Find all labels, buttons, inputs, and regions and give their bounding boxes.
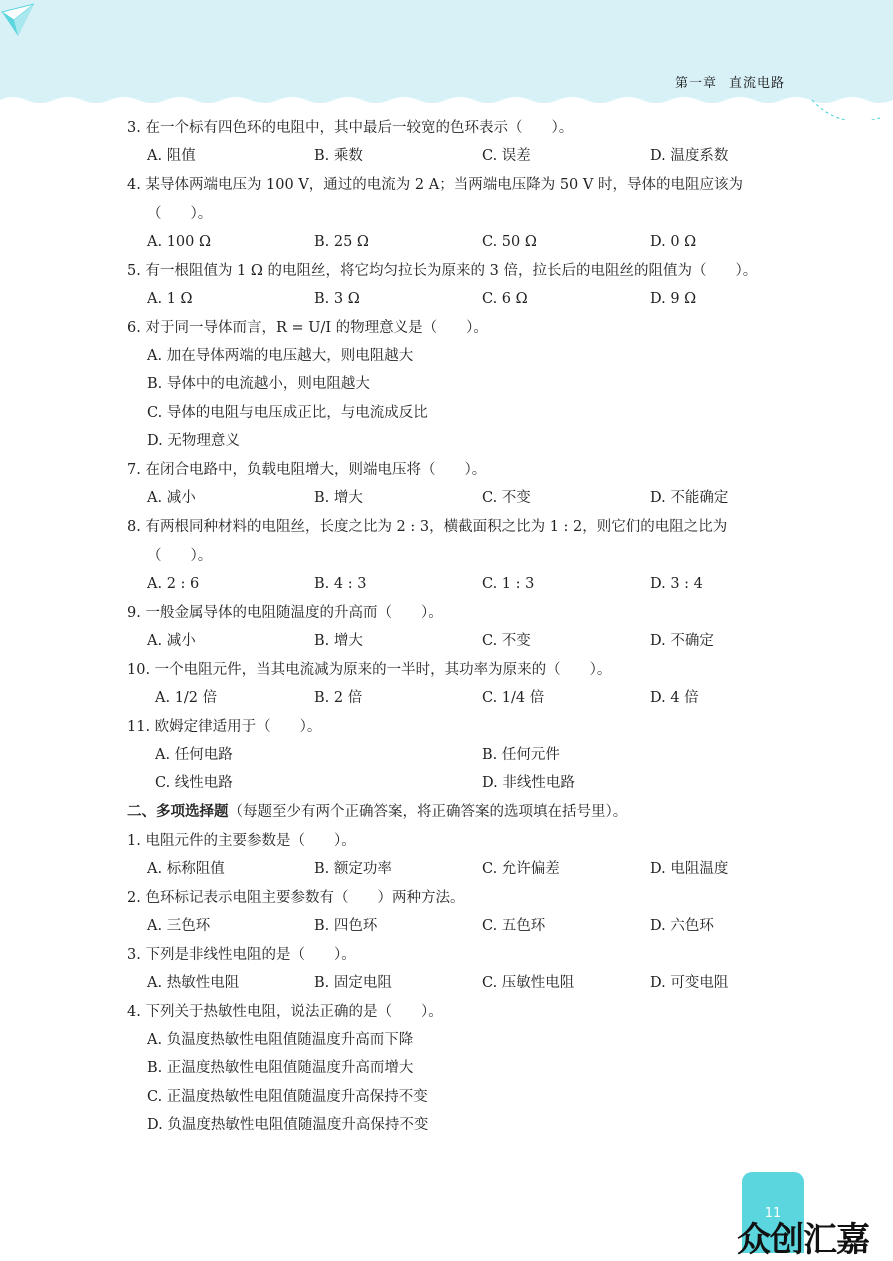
- option: A. 减小: [147, 490, 196, 506]
- question-stem: 3. 下列是非线性电阻的是（ ）。: [127, 947, 356, 963]
- option: B. 4 : 3: [314, 576, 367, 592]
- question-stem: 9. 一般金属导体的电阻随温度的升高而（ ）。: [127, 605, 443, 621]
- option: D. 不能确定: [650, 490, 729, 506]
- option: A. 1/2 倍: [155, 690, 218, 706]
- option: B. 正温度热敏性电阻值随温度升高而增大: [147, 1060, 414, 1076]
- header-wave-background: [0, 0, 893, 120]
- option: B. 导体中的电流越小，则电阻越大: [147, 376, 370, 392]
- option: A. 2 : 6: [147, 576, 200, 592]
- question-stem: 5. 有一根阻值为 1 Ω 的电阻丝，将它均匀拉长为原来的 3 倍，拉长后的电阻丝的阻值为（ ）。: [127, 263, 758, 279]
- page-number: 11: [764, 1206, 782, 1221]
- option: C. 1 : 3: [482, 576, 535, 592]
- option: B. 3 Ω: [314, 291, 360, 307]
- option: D. 非线性电路: [482, 775, 575, 791]
- option: B. 25 Ω: [314, 234, 369, 250]
- option: C. 允许偏差: [482, 861, 560, 877]
- option: A. 标称阻值: [147, 861, 225, 877]
- option: B. 乘数: [314, 148, 363, 164]
- option: B. 增大: [314, 633, 363, 649]
- option: D. 可变电阻: [650, 975, 729, 991]
- option: A. 100 Ω: [147, 234, 211, 250]
- option: D. 0 Ω: [650, 234, 697, 250]
- section-note: （每题至少有两个正确答案，将正确答案的选项填在括号里）。: [228, 804, 628, 820]
- watermark-text: 众创汇嘉: [737, 1220, 869, 1260]
- option: B. 任何元件: [482, 747, 560, 763]
- page-header: [0, 0, 893, 120]
- paper-plane-icon: [0, 0, 36, 40]
- question-stem: 1. 电阻元件的主要参数是（ ）。: [127, 833, 356, 849]
- chapter-number: 第一章: [674, 76, 717, 91]
- question-stem: 7. 在闭合电路中，负载电阻增大，则端电压将（ ）。: [127, 462, 487, 478]
- option: C. 不变: [482, 490, 531, 506]
- option: C. 不变: [482, 633, 531, 649]
- option: A. 1 Ω: [147, 291, 193, 307]
- option: D. 无物理意义: [147, 433, 240, 449]
- option: B. 四色环: [314, 918, 378, 934]
- option: D. 温度系数: [650, 148, 729, 164]
- option: B. 固定电阻: [314, 975, 392, 991]
- option: D. 负温度热敏性电阻值随温度升高保持不变: [147, 1117, 429, 1133]
- option: C. 50 Ω: [482, 234, 537, 250]
- option: C. 压敏性电阻: [482, 975, 575, 991]
- question-stem-continued: （ ）。: [147, 548, 213, 564]
- option: C. 导体的电阻与电压成正比，与电流成反比: [147, 405, 428, 421]
- question-stem: 2. 色环标记表示电阻主要参数有（ ）两种方法。: [127, 890, 465, 906]
- option: D. 3 : 4: [650, 576, 703, 592]
- option: D. 不确定: [650, 633, 714, 649]
- option: A. 负温度热敏性电阻值随温度升高而下降: [147, 1032, 414, 1048]
- option: B. 2 倍: [314, 690, 363, 706]
- question-stem: 6. 对于同一导体而言，R = U/I 的物理意义是（ ）。: [127, 320, 488, 336]
- option: D. 9 Ω: [650, 291, 697, 307]
- option: A. 阻值: [147, 148, 196, 164]
- option: D. 六色环: [650, 918, 714, 934]
- option: C. 正温度热敏性电阻值随温度升高保持不变: [147, 1089, 428, 1105]
- option: C. 线性电路: [155, 775, 233, 791]
- option: B. 额定功率: [314, 861, 392, 877]
- option: A. 三色环: [147, 918, 211, 934]
- option: A. 任何电路: [155, 747, 233, 763]
- question-stem: 10. 一个电阻元件，当其电流减为原来的一半时，其功率为原来的（ ）。: [127, 662, 612, 678]
- section-title: 二、多项选择题: [127, 804, 229, 820]
- option: C. 五色环: [482, 918, 546, 934]
- question-stem-continued: （ ）。: [147, 206, 213, 222]
- question-stem: 4. 某导体两端电压为 100 V，通过的电流为 2 A；当两端电压降为 50 V 时，导体的电阻应该为: [127, 177, 743, 193]
- option: A. 加在导体两端的电压越大，则电阻越大: [147, 348, 414, 364]
- chapter-heading: [675, 72, 785, 91]
- option: D. 电阻温度: [650, 861, 729, 877]
- option: C. 1/4 倍: [482, 690, 545, 706]
- question-stem: 4. 下列关于热敏性电阻，说法正确的是（ ）。: [127, 1004, 443, 1020]
- option: B. 增大: [314, 490, 363, 506]
- option: C. 6 Ω: [482, 291, 528, 307]
- question-stem: 11. 欧姆定律适用于（ ）。: [127, 719, 322, 735]
- option: D. 4 倍: [650, 690, 699, 706]
- option: C. 误差: [482, 148, 531, 164]
- question-stem: 8. 有两根同种材料的电阻丝，长度之比为 2 : 3，横截面积之比为 1 : 2，则它们的电阻之比为: [127, 519, 728, 535]
- option: A. 热敏性电阻: [147, 975, 240, 991]
- option: A. 减小: [147, 633, 196, 649]
- chapter-title: 直流电路: [728, 76, 785, 91]
- question-stem: 3. 在一个标有四色环的电阻中，其中最后一较宽的色环表示（ ）。: [127, 120, 574, 136]
- section-heading: [127, 803, 627, 821]
